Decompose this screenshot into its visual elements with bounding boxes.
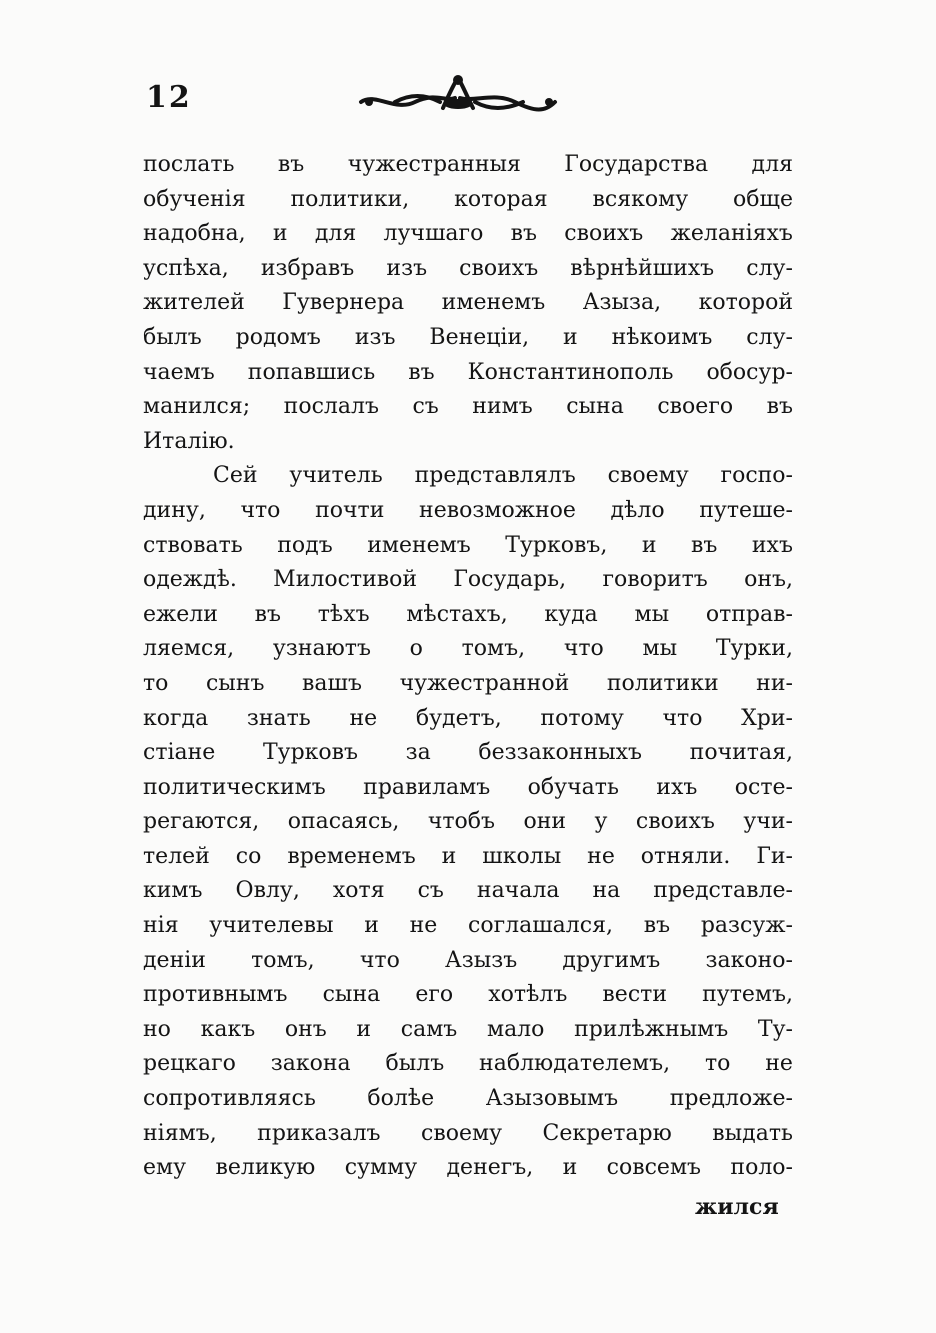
text-line: стіане Турковъ за беззаконныхъ почитая,	[143, 740, 793, 766]
catchword: жился	[695, 1194, 779, 1220]
body-text	[143, 148, 793, 1186]
text-line: телей со временемъ и школы не отняли. Ги-	[143, 843, 793, 869]
floral-vine-ornament-icon	[355, 72, 560, 124]
text-line: чаемъ попавшись въ Константинополь обосур-	[143, 359, 793, 385]
text-line: нія учителевы и не соглашался, въ разсуж-	[143, 913, 793, 939]
text-line: Сей учитель представлялъ своему госпо-	[213, 463, 793, 489]
text-line: ляемся, узнаютъ о томъ, что мы Турки,	[143, 636, 793, 662]
text-line: жителей Гувернера именемъ Азыза, которой	[143, 290, 793, 316]
text-line: ствовать подъ именемъ Турковъ, и въ ихъ	[143, 532, 793, 558]
text-line: политическимъ правиламъ обучать ихъ осте-	[143, 774, 793, 800]
text-line: рецкаго закона былъ наблюдателемъ, то не	[143, 1051, 793, 1077]
text-line: сопротивляясь болѣе Азызовымъ предложе-	[143, 1086, 793, 1112]
text-line: послать въ чужестранныя Государства для	[143, 152, 793, 177]
text-line: Италію.	[143, 428, 235, 454]
page-number: 12	[146, 80, 192, 115]
text-line: успѣха, избравъ изъ своихъ вѣрнѣйшихъ слу-	[143, 255, 793, 281]
text-line: противнымъ сына его хотѣлъ вести путемъ,	[143, 982, 793, 1008]
text-line: ежели въ тѣхъ мѣстахъ, куда мы отправ-	[143, 601, 793, 627]
text-line: манился; послалъ съ нимъ сына своего въ	[143, 394, 793, 420]
text-line: но какъ онъ и самъ мало прилѣжнымъ Ту-	[143, 1016, 793, 1042]
text-line: одеждѣ. Милостивой Государь, говоритъ онъ,	[143, 567, 793, 593]
text-line: регаются, опасаясь, чтобъ они у своихъ учи-	[143, 809, 793, 835]
text-line: то сынъ вашъ чужестранной политики ни-	[143, 670, 793, 696]
text-line: былъ родомъ изъ Венеціи, и нѣкоимъ слу-	[143, 324, 793, 350]
text-line: ему великую сумму денегъ, и совсемъ поло-	[143, 1155, 793, 1181]
text-line: надобна, и для лучшаго въ своихъ желаніяхъ	[143, 221, 793, 247]
text-line: обученія политики, которая всякому обще	[143, 186, 793, 212]
text-line: когда знать не будетъ, потому что Хри-	[143, 705, 793, 731]
text-line: кимъ Овлу, хотя съ начала на представле-	[143, 878, 793, 904]
text-line: дину, что почти невозможное дѣло путеше-	[143, 497, 793, 523]
text-line: ніямъ, приказалъ своему Секретарю выдать	[143, 1120, 793, 1146]
text-line: деніи томъ, что Азызъ другимъ законо-	[143, 947, 793, 973]
